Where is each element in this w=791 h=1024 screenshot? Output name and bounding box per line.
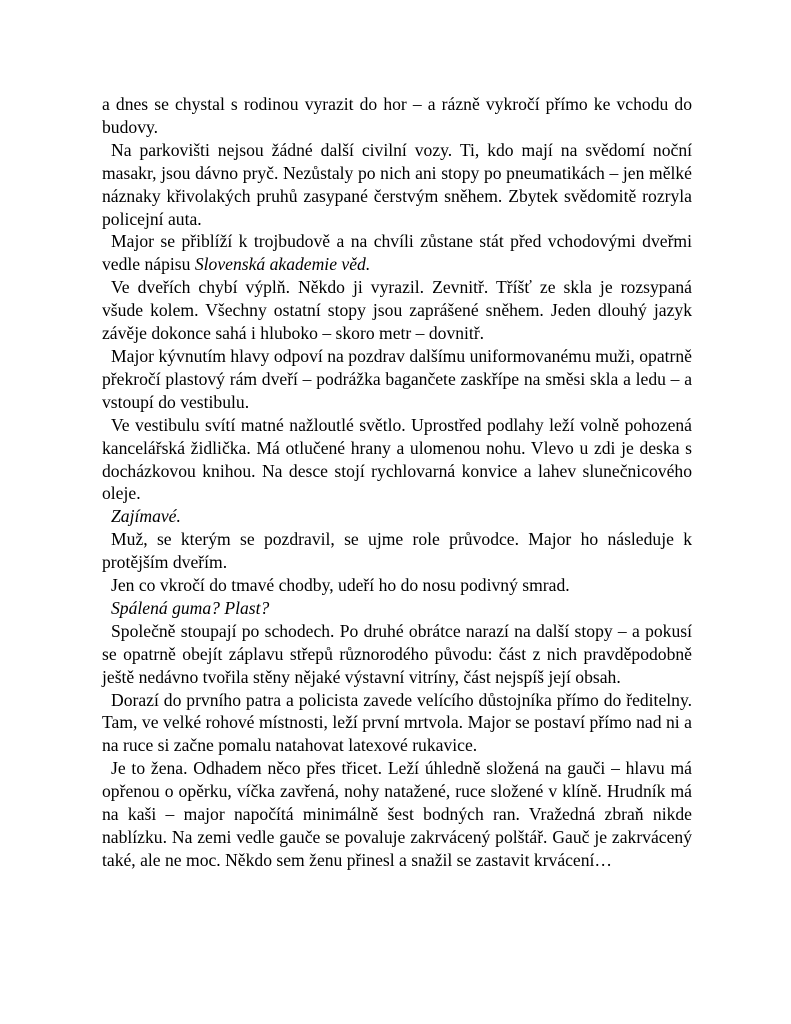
paragraph	[102, 276, 692, 345]
paragraph-text: Na parkovišti nejsou žádné další civilní vozy. Ti, kdo mají na svědomí noční masakr, jsou dávno pryč. Nezůstaly po nich ani stopy po pneumatikách – jen mělké náznaky křivolakých pruhů zasypané čerstvým sněhem. Zbytek svědomitě rozryla policejní auta.	[102, 139, 692, 229]
paragraph-text: Dorazí do prvního patra a policista zavede velícího důstojníka přímo do ředitelny. Tam, ve velké rohové místnosti, leží první mrtvola. Major se postaví přímo nad ni a na ruce si začne pomalu natahovat latexové rukavice.	[102, 689, 692, 756]
document-page	[102, 93, 692, 872]
paragraph-text: a dnes se chystal s rodinou vyrazit do hor – a rázně vykročí přímo ke vchodu do budovy.	[102, 94, 692, 137]
paragraph-text: Ve vestibulu svítí matné nažloutlé světlo. Uprostřed podlahy leží volně pohozená kancelářská židlička. Má otlučené hrany a ulomenou nohu. Vlevo u zdi je deska s docházkovou knihou. Na desce stojí rychlovarná konvice a lahev slunečnicového oleje.	[102, 414, 692, 504]
paragraph-text: Je to žena. Odhadem něco přes třicet. Leží úhledně složená na gauči – hlavu má opřenou o opěrku, víčka zavřená, nohy natažené, ruce složené v klíně. Hrudník má na kaši – major napočítá minimálně šest bodných ran. Vražedná zbraň nikde nablízku. Na zemi vedle gauče se povaluje zakrvácený polštář. Gauč je zakrvácený také, ale ne moc. Někdo sem ženu přinesl a snažil se zastavit krvácení…	[102, 758, 692, 870]
paragraph-thought	[102, 505, 692, 528]
paragraph	[102, 345, 692, 414]
paragraph	[102, 620, 692, 689]
paragraph	[102, 689, 692, 758]
paragraph	[102, 93, 692, 139]
paragraph-thought	[102, 597, 692, 620]
paragraph	[102, 139, 692, 231]
paragraph-text: Ve dveřích chybí výplň. Někdo ji vyrazil. Zevnitř. Tříšť ze skla je rozsypaná všude kolem. Všechny ostatní stopy jsou zaprášené sněhem. Jeden dlouhý jazyk závěje dokonce sahá i hluboko – skoro metr – dovnitř.	[102, 277, 692, 344]
paragraph	[102, 528, 692, 574]
paragraph-text: Společně stoupají po schodech. Po druhé obrátce narazí na další stopy – a pokusí se opatrně obejít záplavu střepů různorodého původu: část z nich pravděpodobně ještě nedávno tvořila stěny nějaké výstavní vitríny, část nejspíš její obsah.	[102, 620, 692, 687]
paragraph-text: Jen co vkročí do tmavé chodby, udeří ho do nosu podivný smrad.	[111, 575, 570, 596]
paragraph	[102, 757, 692, 872]
paragraph	[102, 414, 692, 506]
paragraph-text: Muž, se kterým se pozdravil, se ujme role průvodce. Major ho následuje k protějším dveřím.	[102, 529, 692, 573]
paragraph	[102, 574, 692, 597]
thought-text: Zajímavé.	[111, 506, 181, 527]
thought-text: Spálená guma? Plast?	[111, 597, 270, 618]
paragraph-text: Major kývnutím hlavy odpoví na pozdrav dalšímu uniformovanému muži, opatrně překročí plastový rám dveří – podrážka bagančete zaskřípe na směsi skla a ledu – a vstoupí do vestibulu.	[102, 345, 692, 412]
paragraph-text: Major se přiblíží k trojbudově a na chvíli zůstane stát před vchodovými dveřmi vedle nápisu	[102, 231, 692, 275]
institution-name-italic: Slovenská akademie věd.	[194, 254, 371, 275]
paragraph	[102, 230, 692, 276]
